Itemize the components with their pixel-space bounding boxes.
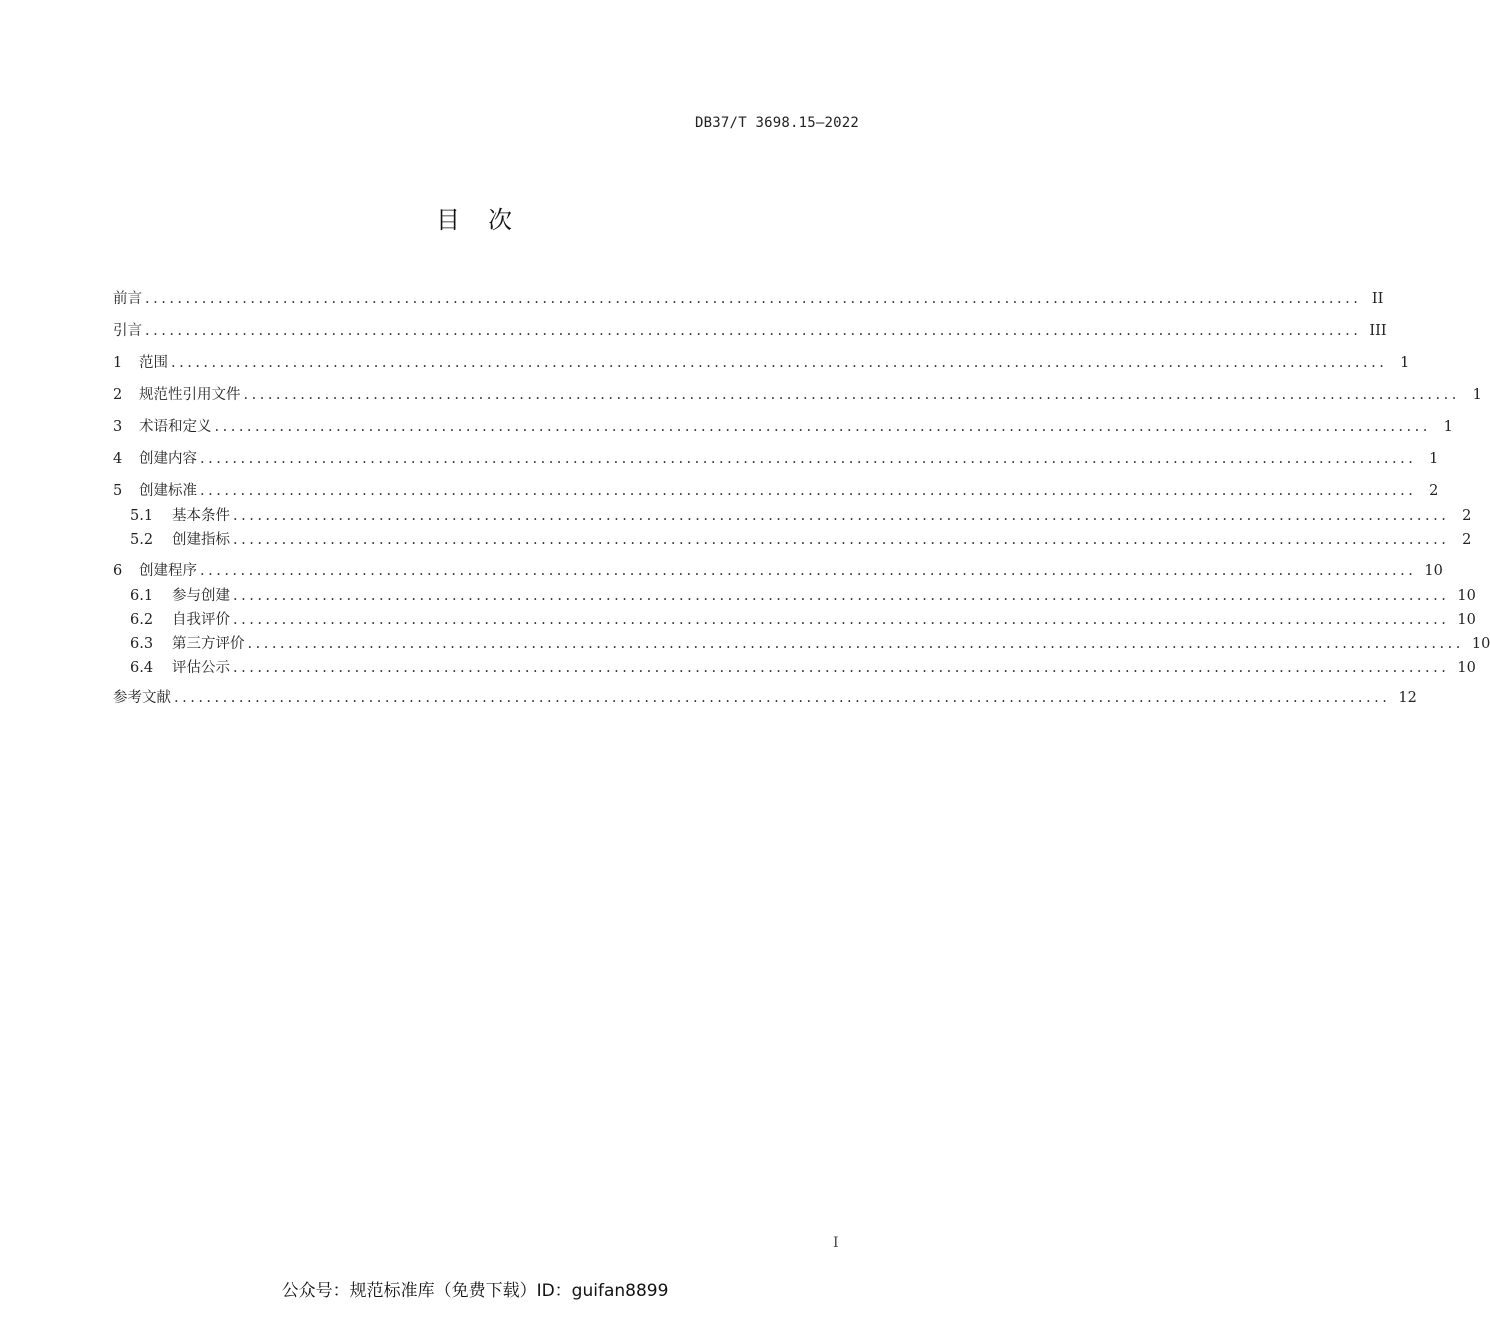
- toc-page-number: 10: [1457, 612, 1476, 628]
- footer-watermark-note: 公众号：规范标准库（免费下载）ID：guifan8899: [281, 1281, 669, 1301]
- toc-entry-creation-standards[interactable]: [113, 480, 1439, 502]
- toc-entry-third-party-evaluation[interactable]: [130, 633, 1490, 655]
- toc-label: 引言: [113, 323, 142, 339]
- toc-page-number: 10: [1457, 660, 1476, 676]
- toc-section-number: 5.1: [130, 508, 154, 524]
- toc-entry-creation-indicators[interactable]: [130, 529, 1472, 551]
- toc-leader-dots: ......................................................................................................................................................: [243, 387, 1460, 403]
- toc-page-number: 1: [1400, 355, 1410, 371]
- toc-page-number: 10: [1471, 636, 1490, 652]
- toc-label: 前言: [113, 291, 142, 307]
- toc-page-number: 1: [1443, 419, 1453, 435]
- toc-leader-dots: ......................................................................................................................................................: [171, 355, 1388, 371]
- toc-section-number: 4: [113, 451, 123, 467]
- toc-entry-creation-content[interactable]: [113, 448, 1439, 470]
- toc-label: 规范性引用文件: [139, 387, 241, 403]
- toc-entry-basic-conditions[interactable]: [130, 505, 1472, 527]
- toc-leader-dots: ......................................................................................................................................................: [145, 291, 1362, 307]
- toc-section-number: 6.3: [130, 636, 154, 652]
- toc-label: 基本条件: [172, 508, 230, 524]
- toc-leader-dots: ......................................................................................................................................................: [233, 660, 1450, 676]
- toc-label: 评估公示: [172, 660, 230, 676]
- page-title: 目 次: [436, 206, 514, 234]
- toc-entry-normative-references[interactable]: [113, 384, 1482, 406]
- toc-entry-terms-definitions[interactable]: [113, 416, 1453, 438]
- toc-leader-dots: ......................................................................................................................................................: [174, 690, 1391, 706]
- toc-page-number: 10: [1457, 588, 1476, 604]
- toc-page-number: 1: [1472, 387, 1482, 403]
- toc-page-number: 2: [1429, 483, 1439, 499]
- toc-section-number: 5.2: [130, 532, 154, 548]
- document-code: DB37/T 3698.15—2022: [695, 115, 859, 131]
- toc-label: 参考文献: [113, 690, 171, 706]
- toc-section-number: 6: [113, 563, 123, 579]
- toc-entry-assessment-publicity[interactable]: [130, 657, 1476, 679]
- toc-label: 创建标准: [139, 483, 197, 499]
- toc-leader-dots: ......................................................................................................................................................: [233, 532, 1450, 548]
- table-of-contents: [113, 0, 1490, 720]
- toc-entry-bibliography[interactable]: [113, 687, 1417, 709]
- toc-section-number: 3: [113, 419, 123, 435]
- toc-leader-dots: ......................................................................................................................................................: [200, 483, 1417, 499]
- toc-leader-dots: ......................................................................................................................................................: [200, 451, 1417, 467]
- toc-section-number: 6.4: [130, 660, 154, 676]
- toc-page-number: III: [1369, 323, 1387, 339]
- toc-section-number: 5: [113, 483, 123, 499]
- toc-label: 自我评价: [172, 612, 230, 628]
- toc-leader-dots: ......................................................................................................................................................: [200, 563, 1417, 579]
- toc-entry-introduction[interactable]: [113, 320, 1387, 342]
- page-number: I: [833, 1235, 839, 1251]
- toc-leader-dots: ......................................................................................................................................................: [247, 636, 1464, 652]
- toc-entry-self-evaluation[interactable]: [130, 609, 1476, 631]
- toc-section-number: 2: [113, 387, 123, 403]
- toc-leader-dots: ......................................................................................................................................................: [233, 508, 1450, 524]
- toc-section-number: 6.2: [130, 612, 154, 628]
- toc-page-number: 2: [1462, 508, 1472, 524]
- toc-page-number: 12: [1398, 690, 1417, 706]
- toc-entry-scope[interactable]: [113, 352, 1410, 374]
- toc-entry-participation[interactable]: [130, 585, 1476, 607]
- toc-section-number: 1: [113, 355, 123, 371]
- toc-entry-creation-procedure[interactable]: [113, 560, 1443, 582]
- toc-section-number: 6.1: [130, 588, 154, 604]
- toc-leader-dots: ......................................................................................................................................................: [233, 588, 1450, 604]
- toc-label: 第三方评价: [172, 636, 245, 652]
- toc-label: 术语和定义: [139, 419, 212, 435]
- toc-page-number: 1: [1429, 451, 1439, 467]
- toc-entry-foreword[interactable]: [113, 288, 1384, 310]
- toc-label: 创建指标: [172, 532, 230, 548]
- toc-label: 创建内容: [139, 451, 197, 467]
- toc-label: 创建程序: [139, 563, 197, 579]
- toc-label: 范围: [139, 355, 168, 371]
- toc-label: 参与创建: [172, 588, 230, 604]
- toc-page-number: II: [1371, 291, 1384, 307]
- toc-leader-dots: ......................................................................................................................................................: [214, 419, 1431, 435]
- toc-leader-dots: ......................................................................................................................................................: [233, 612, 1450, 628]
- toc-page-number: 2: [1462, 532, 1472, 548]
- toc-page-number: 10: [1424, 563, 1443, 579]
- toc-leader-dots: ......................................................................................................................................................: [145, 323, 1362, 339]
